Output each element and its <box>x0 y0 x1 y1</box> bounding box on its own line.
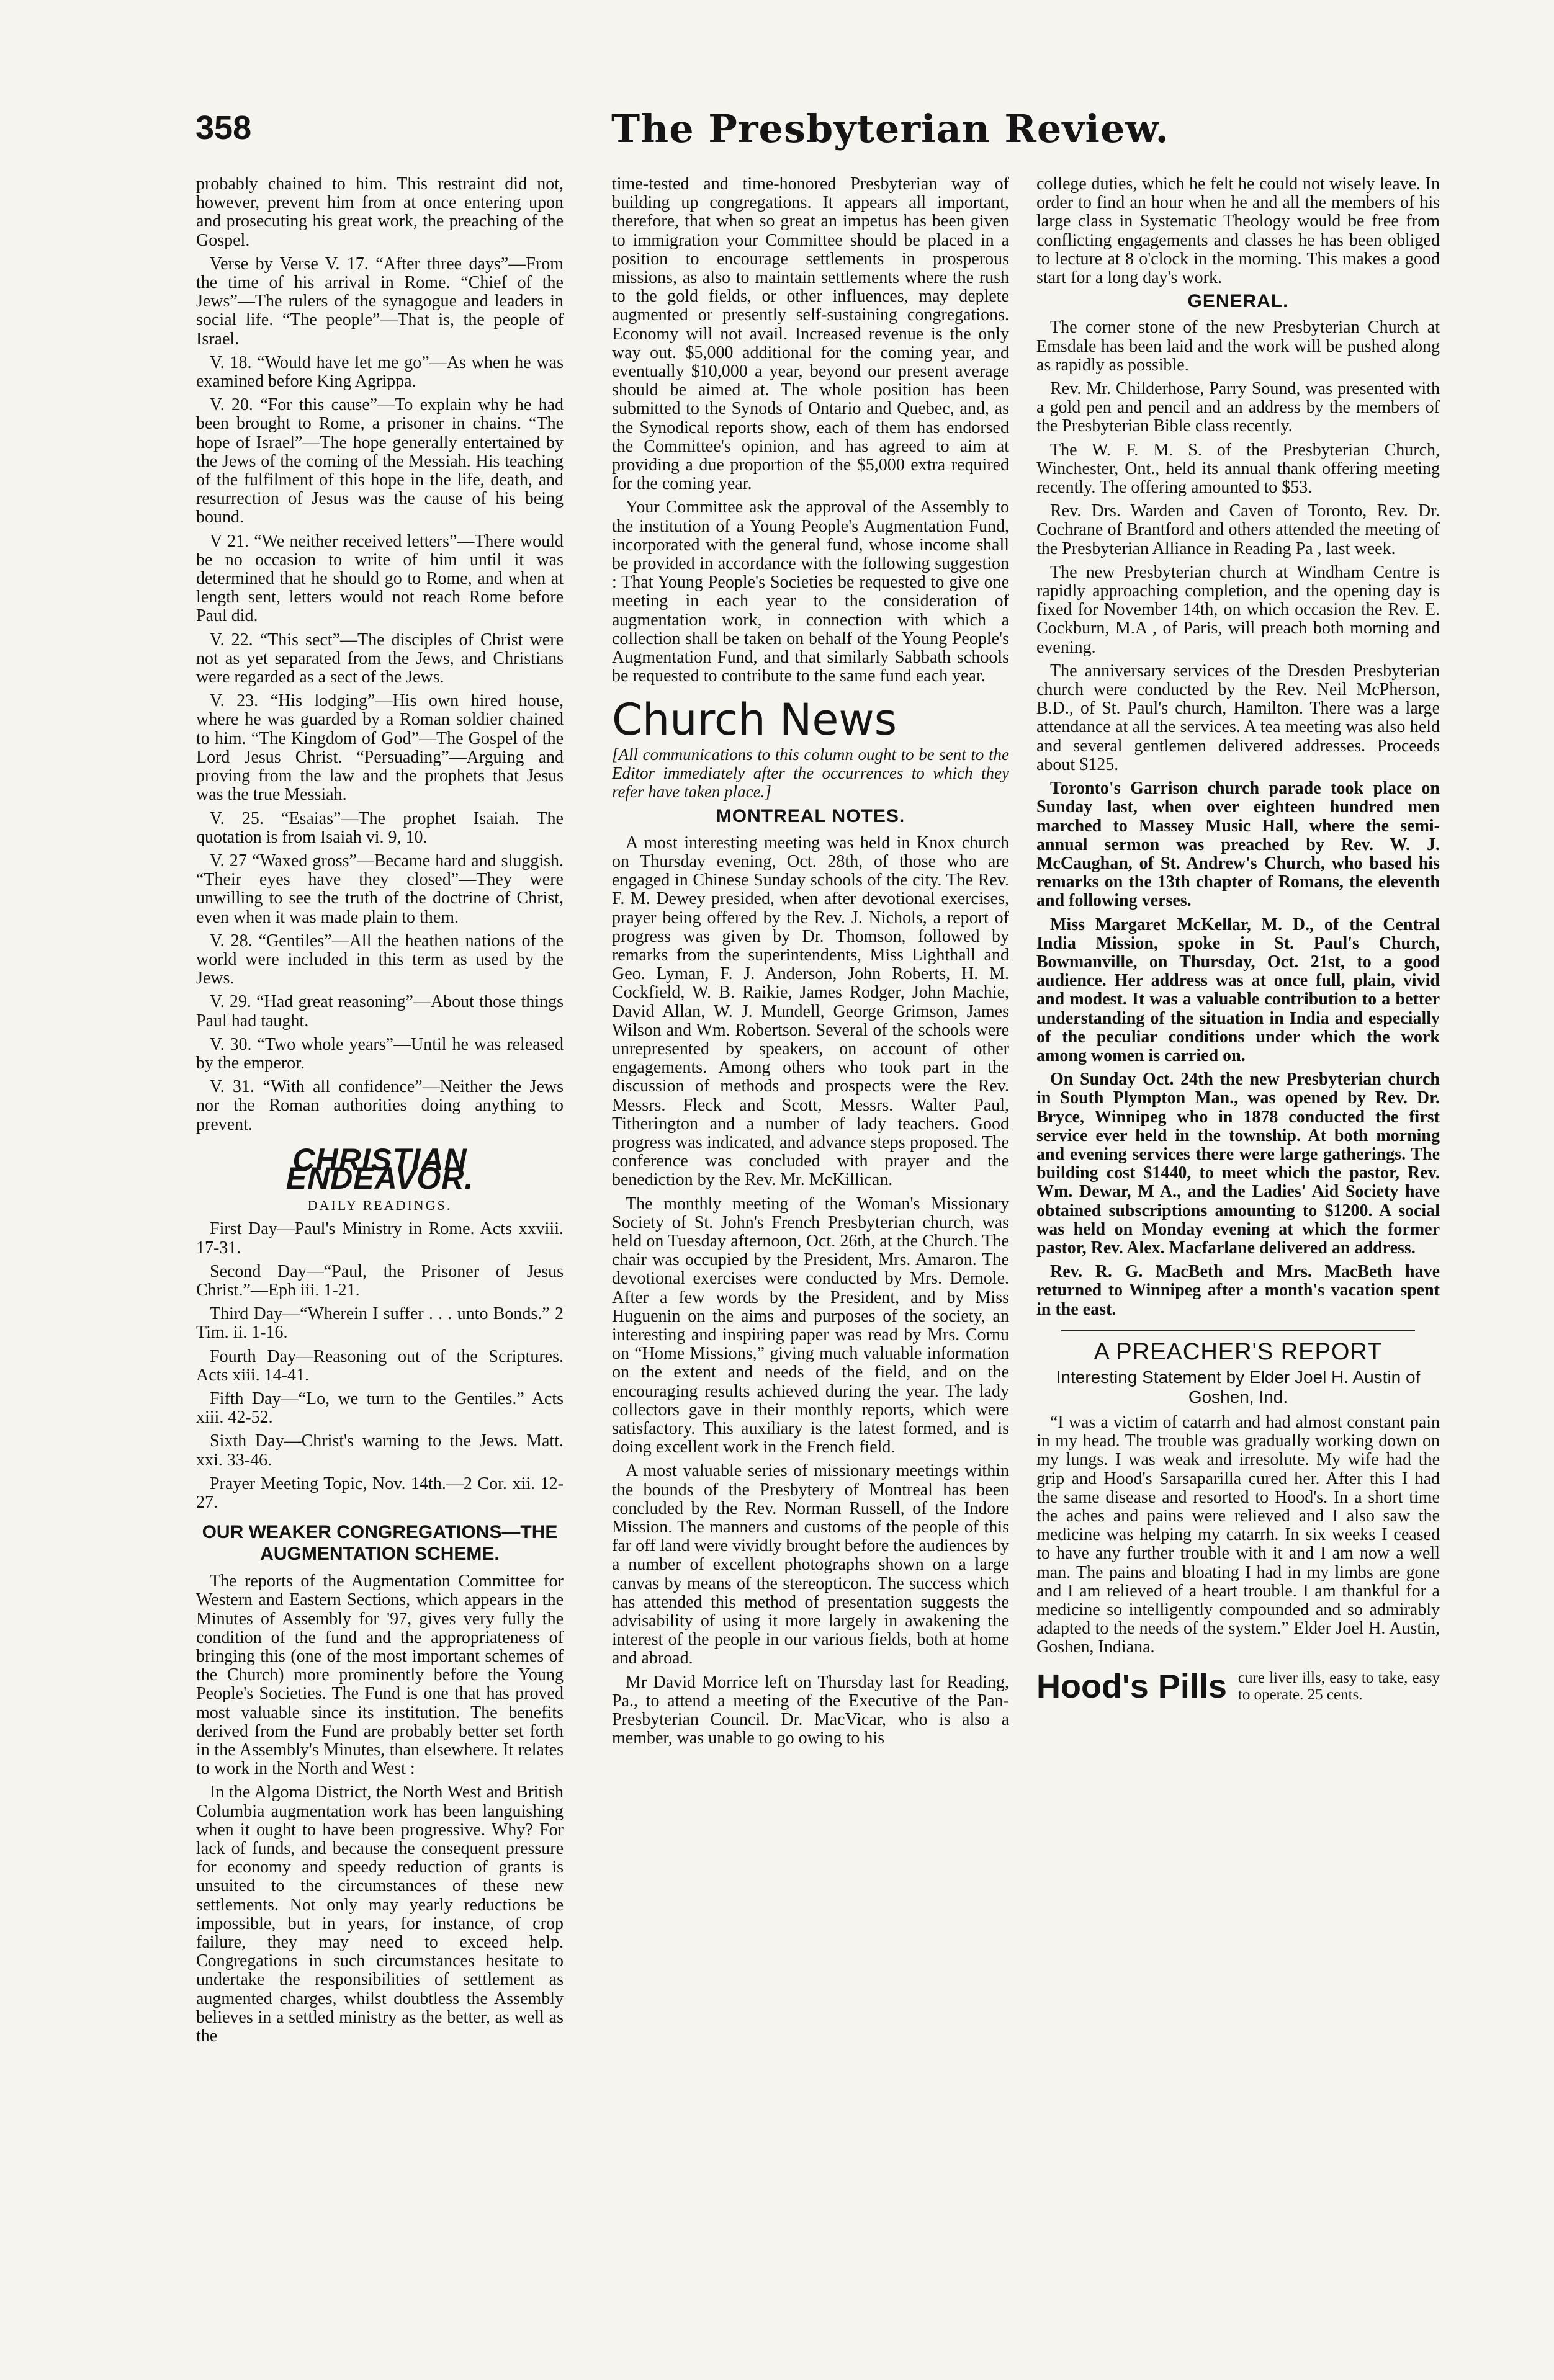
paragraph: “I was a victim of catarrh and had almost constant pain in my head. The trouble was gradually working down on my lungs. I was weak and irresolute. My wife had the grip and Hood's Sarsaparilla cured her. After this I had the same disease and resorted to Hood's. In a short time the aches and pains were relieved and I also saw the medicine was helping my catarrh. In six weeks I ceased to have any further trouble with it and I am now a well man. The pains and bloating I had in my limbs are gone and I am relieved of a heart trouble. I am thankful for a medicine so intelligently compounded and so admirably adapted to the needs of the system.” Elder Joel H. Austin, Goshen, Indiana. <box>1036 1412 1440 1657</box>
paragraph: V. 20. “For this cause”—To explain why he had been brought to Rome, a prisoner in chains. “The hope of Israel”—The hope generally entertained by the Jews of the coming of the Messiah. His teaching of the fulfilment of this hope in the life, death, and resurrection of Jesus was the cause of his being bound. <box>196 395 564 527</box>
paragraph: The monthly meeting of the Woman's Missionary Society of St. John's French Presbyterian church, was held on Tuesday afternoon, Oct. 26th, at the Church. The chair was occupied by the President, Mrs. Amaron. The devotional exercises were conducted by Mrs. Demole. After a few words by the President, and by Miss Huguenin on the aims and purposes of the society, an interesting and inspiring paper was read by Mrs. Cornu on “Home Missions,” giving much valuable information on the extent and needs of the field, and on the encouraging results achieved during the year. The lady collectors gave in their monthly reports, which were satisfactory. This auxiliary is the latest formed, and is doing excellent work in the French field. <box>612 1194 1009 1457</box>
reading-item: Fourth Day—Reasoning out of the Scriptures. Acts xiii. 14-41. <box>196 1346 564 1385</box>
prayer-meeting-topic: Prayer Meeting Topic, Nov. 14th.—2 Cor. xii. 12-27. <box>196 1474 564 1512</box>
reading-item: Sixth Day—Christ's warning to the Jews. Matt. xxi. 33-46. <box>196 1431 564 1470</box>
paragraph: college duties, which he felt he could not wisely leave. In order to find an hour when he and all the members of his large class in Systematic Theology would be free from conflicting engagements and classes he has been obliged to lecture at 8 o'clock in the morning. This makes a good start for a long day's work. <box>1036 175 1440 288</box>
paragraph: V. 30. “Two whole years”—Until he was released by the emperor. <box>196 1034 564 1073</box>
montreal-notes-heading: MONTREAL NOTES. <box>716 806 905 827</box>
paragraph: V. 31. “With all confidence”—Neither the Jews nor the Roman authorities doing anything to prevent. <box>196 1077 564 1134</box>
paragraph: V. 22. “This sect”—The disciples of Christ were not as yet separated from the Jews, and Christians were regarded as a sect of the Jews. <box>196 630 564 687</box>
preachers-report-heading: A PREACHER'S REPORT <box>1094 1338 1383 1365</box>
paragraph: Rev. Mr. Childerhose, Parry Sound, was presented with a gold pen and pencil and an address by the members of the Presbyterian Bible class recently. <box>1036 379 1440 436</box>
paragraph: Rev. R. G. MacBeth and Mrs. MacBeth have returned to Winnipeg after a month's vacation spent in the east. <box>1036 1262 1440 1319</box>
paragraph: probably chained to him. This restraint did not, however, prevent him from at once entering upon and prosecuting his great work, the preaching of the Gospel. <box>196 175 564 250</box>
hoods-pills-brand: Hood's Pills <box>1036 1667 1227 1705</box>
column-left <box>196 175 564 2346</box>
hoods-pills-tagline: cure liver ills, easy to take, easy to operate. 25 cents. <box>1237 1669 1440 1703</box>
reading-item: First Day—Paul's Ministry in Rome. Acts xxviii. 17-31. <box>196 1219 564 1258</box>
general-heading: GENERAL. <box>1187 291 1289 312</box>
reading-item: Third Day—“Wherein I suffer . . . unto Bonds.” 2 Tim. ii. 1-16. <box>196 1304 564 1343</box>
reading-item: Second Day—“Paul, the Prisoner of Jesus Christ.”—Eph iii. 1-21. <box>196 1261 564 1300</box>
hoods-pills-ad <box>1036 1667 1440 1705</box>
paragraph: The W. F. M. S. of the Presbyterian Church, Winchester, Ont., held its annual thank offering meeting recently. The offering amounted to $53. <box>1036 440 1440 498</box>
paragraph: In the Algoma District, the North West and British Columbia augmentation work has been languishing when it ought to have been progressive. Why? For lack of funds, and because the consequent pressure for economy and speedy reduction of grants is unsuited to the circumstances of these new settlements. Not only may yearly reductions be impossible, but in years, for instance, of crop failure, they may need to exceed help. Congregations in such circumstances hesitate to undertake the responsibilities of settlement as augmented charges, whilst doubtless the Assembly believes in a settled ministry as the better, as well as the <box>196 1783 564 2046</box>
page-number: 358 <box>195 109 252 146</box>
paragraph: A most interesting meeting was held in Knox church on Thursday evening, Oct. 28th, of those who are engaged in Chinese Sunday schools of the city. The Rev. F. M. Dewey presided, when after devotional exercises, prayer being offered by the Rev. J. Nichols, a report of progress was given by Dr. Thomson, followed by remarks from the superintendents, Miss Lighthall and Geo. Lyman, F. J. Anderson, John Roberts, H. M. Cockfield, W. B. Raikie, James Rodger, John Machie, David Allan, W. J. Mundell, George Grimson, James Wilson and Wm. Robertson. Several of the schools were unrepresented by speakers, on account of other engagements. Among others who took part in the discussion of methods and prospects were the Rev. Messrs. Fleck and Scott, Messrs. Walter Paul, Titherington and a number of lady teachers. Good progress was indicated, and advance steps proposed. The conference was concluded with prayer and the benediction by the Rev. Mr. McKillican. <box>612 833 1009 1190</box>
paragraph: V. 29. “Had great reasoning”—About those things Paul had taught. <box>196 992 564 1031</box>
column-right <box>1036 175 1440 2346</box>
paragraph: V. 18. “Would have let me go”—As when he was examined before King Agrippa. <box>196 352 564 391</box>
paragraph: V. 23. “His lodging”—His own hired house, where he was guarded by a Roman soldier chained to him. “The Kingdom of God”—The Gospel of the Lord Jesus Christ. “Persuading”—Arguing and proving from the law and the prophets that Jesus was the true Messiah. <box>196 691 564 805</box>
paragraph: V. 28. “Gentiles”—All the heathen nations of the world were included in this term as used by the Jews. <box>196 931 564 988</box>
paragraph: The anniversary services of the Dresden Presbyterian church were conducted by the Rev. Neil McPherson, B.D., of St. Paul's church, Hamilton. There was a large attendance at all the services. A tea meeting was also held and several gentlemen delivered addresses. Proceeds about $125. <box>1036 661 1440 774</box>
paragraph: The reports of the Augmentation Committee for Western and Eastern Sections, which appears in the Minutes of Assembly for '97, gives very fully the condition of the fund and the appropriateness of bringing this (one of the most important schemes of the Church) more prominently before the Young People's Societies. The Fund is one that has proved most valuable since its institution. The benefits derived from the Fund are probably better set forth in the Assembly's Minutes, than elsewhere. It relates to work in the North and West : <box>196 1572 564 1779</box>
paragraph: On Sunday Oct. 24th the new Presbyterian church in South Plympton Man., was opened by Rev. Dr. Bryce, Winnipeg who in 1878 conducted the first service ever held in the township. At both morning and evening services there were large gatherings. The building cost $1440, to meet which the pastor, Rev. Wm. Dewar, M A., and the Ladies' Aid Society have obtained subscriptions amounting to $1200. A social was held on Monday evening at which the former pastor, Rev. Alex. Macfarlane delivered an address. <box>1036 1070 1440 1258</box>
church-news-heading: Church News <box>612 694 897 746</box>
reading-item: Fifth Day—“Lo, we turn to the Gentiles.” Acts xiii. 42-52. <box>196 1389 564 1428</box>
christian-endeavor-heading: CHRISTIAN ENDEAVOR. <box>285 1142 474 1196</box>
masthead-title: The Presbyterian Review. <box>611 106 1170 151</box>
paragraph: Mr David Morrice left on Thursday last for Reading, Pa., to attend a meeting of the Executive of the Pan-Presbyterian Council. Dr. MacVicar, who is also a member, was unable to go owing to his <box>612 1672 1009 1748</box>
church-news-note: [All communications to this column ought to be sent to the Editor immediately after the occurrences to which they refer have taken place.] <box>612 745 1009 802</box>
paragraph: Miss Margaret McKellar, M. D., of the Central India Mission, spoke in St. Paul's Church, Bowmanville, on Thursday, Oct. 21st, to a good audience. Her address was at once full, plain, vivid and modest. It was a valuable contribution to a better understanding of the situation in India and especially of the peculiar conditions under which the work among women is carried on. <box>1036 915 1440 1065</box>
weaker-congregations-heading: OUR WEAKER CONGREGATIONS—THE AUGMENTATION SCHEME. <box>202 1522 558 1564</box>
preachers-report-subheading: Interesting Statement by Elder Joel H. Austin of Goshen, Ind. <box>1056 1367 1421 1407</box>
daily-readings-label: DAILY READINGS. <box>307 1197 452 1214</box>
page-header <box>0 106 1554 158</box>
section-divider <box>1061 1330 1415 1331</box>
column-middle <box>612 175 1009 2346</box>
paragraph: Verse by Verse V. 17. “After three days”—From the time of his arrival in Rome. “Chief of the Jews”—The rulers of the synagogue and leaders in social life. “The people”—That is, the people of Israel. <box>196 254 564 349</box>
paragraph: The corner stone of the new Presbyterian Church at Emsdale has been laid and the work will be pushed along as rapidly as possible. <box>1036 318 1440 375</box>
paragraph: V. 27 “Waxed gross”—Became hard and sluggish. “Their eyes have they closed”—They were unwilling to see the truth of the doctrine of Christ, even when it was made plain to them. <box>196 851 564 927</box>
paragraph: V. 25. “Esaias”—The prophet Isaiah. The quotation is from Isaiah vi. 9, 10. <box>196 808 564 847</box>
paragraph: The new Presbyterian church at Windham Centre is rapidly approaching completion, and the opening day is fixed for November 14th, on which occasion the Rev. E. Cockburn, M.A , of Paris, will preach both morning and evening. <box>1036 562 1440 657</box>
paragraph: Toronto's Garrison church parade took place on Sunday last, when over eighteen hundred men marched to Massey Music Hall, where the semi-annual sermon was preached by Rev. W. J. McCaughan, of St. Andrew's Church, who based his remarks on the 13th chapter of Romans, the eleventh and following verses. <box>1036 779 1440 911</box>
paragraph: Rev. Drs. Warden and Caven of Toronto, Rev. Dr. Cochrane of Brantford and others attended the meeting of the Presbyterian Alliance in Reading Pa , last week. <box>1036 501 1440 558</box>
paragraph: Your Committee ask the approval of the Assembly to the institution of a Young People's Augmentation Fund, incorporated with the general fund, whose income shall be provided in accordance with the following suggestion : That Young People's Societies be requested to give one meeting in each year to the consideration of augmentation work, in connection with which a collection shall be taken on behalf of the Young People's Augmentation Fund, and that similarly Sabbath schools be requested to contribute to the same fund each year. <box>612 498 1009 686</box>
paragraph: V 21. “We neither received letters”—There would be no occasion to write of him until it was determined that he should go to Rome, and when at length sent, letters would not reach Rome before Paul did. <box>196 531 564 626</box>
paragraph: A most valuable series of missionary meetings within the bounds of the Presbytery of Montreal has been concluded by the Rev. Norman Russell, of the Indore Mission. The manners and customs of the people of this far off land were vividly brought before the audiences by a number of excellent photographs shown on a large canvas by means of the stereopticon. The success which has attended this method of presentation suggests the advisability of using it more largely in awakening the interest of the people in our various fields, both at home and abroad. <box>612 1461 1009 1668</box>
paragraph: time-tested and time-honored Presbyterian way of building up congregations. It appears all important, therefore, that when so great an impetus has been given to immigration your Committee should be placed in a position to encourage settlements in prosperous missions, as also to maintain settlements where the rush to the gold fields, or other influences, may deplete augmented or presently self-sustaining congregations. Economy will not avail. Increased revenue is the only way out. $5,000 additional for the coming year, and eventually $10,000 a year, beyond our present average should be aimed at. The whole position has been submitted to the Synods of Ontario and Quebec, and, as the Synodical reports show, each of them has endorsed the Committee's opinion, and has agreed to aim at providing a due proportion of the $5,000 extra required for the coming year. <box>612 175 1009 494</box>
